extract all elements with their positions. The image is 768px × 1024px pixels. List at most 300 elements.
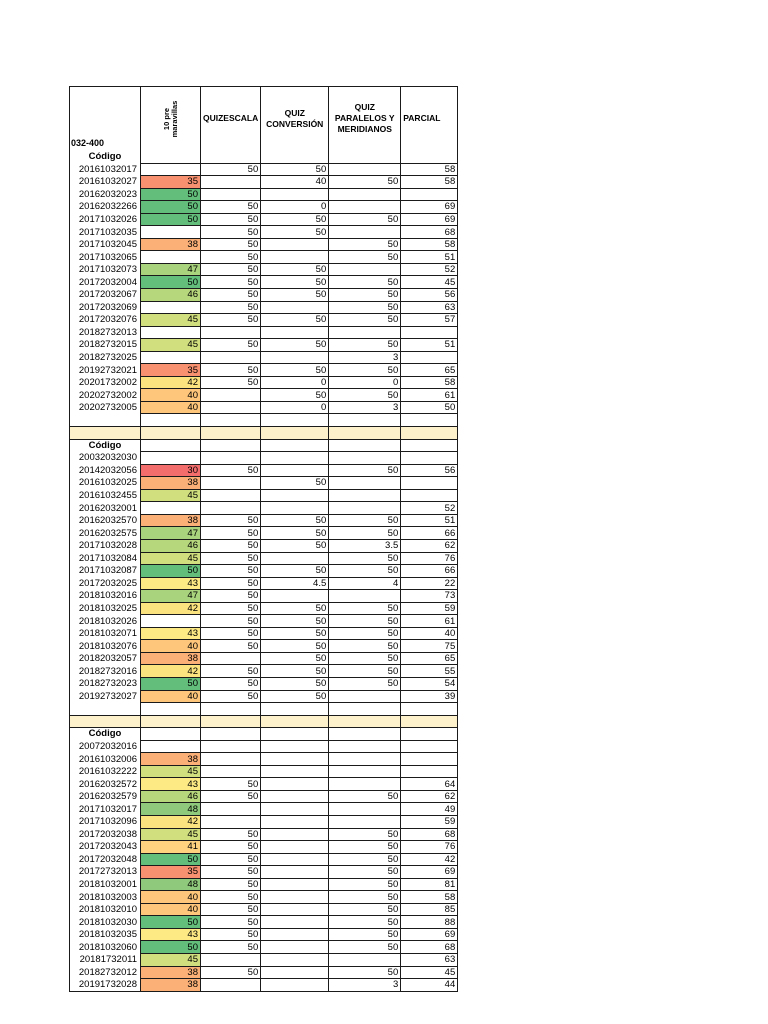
pre-maravillas-score[interactable]: 48 xyxy=(141,803,201,816)
pre-maravillas-score[interactable]: 40 xyxy=(141,640,201,653)
quiz-paralelos-score[interactable] xyxy=(329,502,401,515)
quiz-paralelos-score[interactable]: 50 xyxy=(329,301,401,314)
quizescala-score[interactable]: 50 xyxy=(201,615,261,628)
parcial-score[interactable]: 73 xyxy=(401,590,458,603)
student-code[interactable]: 20142032056 xyxy=(70,464,141,477)
student-code[interactable]: 20172732013 xyxy=(70,866,141,879)
pre-maravillas-score[interactable]: 40 xyxy=(141,389,201,402)
quiz-paralelos-score[interactable]: 50 xyxy=(329,891,401,904)
parcial-score[interactable]: 69 xyxy=(401,866,458,879)
quiz-paralelos-score[interactable] xyxy=(329,477,401,490)
parcial-score[interactable]: 55 xyxy=(401,665,458,678)
quizescala-score[interactable]: 50 xyxy=(201,464,261,477)
quizescala-score[interactable]: 50 xyxy=(201,640,261,653)
quiz-conversion-score[interactable]: 50 xyxy=(261,527,329,540)
quizescala-score[interactable]: 50 xyxy=(201,778,261,791)
student-code[interactable]: 20172032043 xyxy=(70,841,141,854)
quiz-conversion-score[interactable] xyxy=(261,891,329,904)
empty-cell[interactable] xyxy=(329,728,401,741)
quizescala-score[interactable]: 50 xyxy=(201,376,261,389)
pre-maravillas-score[interactable] xyxy=(141,326,201,339)
pre-maravillas-score[interactable] xyxy=(141,163,201,176)
pre-maravillas-score[interactable]: 50 xyxy=(141,213,201,226)
student-code[interactable]: 20172032076 xyxy=(70,314,141,327)
empty-cell[interactable] xyxy=(329,427,401,440)
parcial-score[interactable]: 58 xyxy=(401,176,458,189)
quiz-conversion-score[interactable]: 50 xyxy=(261,364,329,377)
quizescala-score[interactable] xyxy=(201,351,261,364)
parcial-score[interactable]: 22 xyxy=(401,577,458,590)
empty-cell[interactable] xyxy=(201,728,261,741)
quiz-conversion-score[interactable] xyxy=(261,238,329,251)
pre-maravillas-score[interactable]: 42 xyxy=(141,602,201,615)
quiz-conversion-score[interactable]: 50 xyxy=(261,389,329,402)
quiz-conversion-score[interactable] xyxy=(261,954,329,967)
student-code[interactable]: 20181032003 xyxy=(70,891,141,904)
quiz-paralelos-score[interactable] xyxy=(329,778,401,791)
quiz-conversion-score[interactable] xyxy=(261,301,329,314)
quiz-paralelos-score[interactable]: 50 xyxy=(329,238,401,251)
quizescala-score[interactable]: 50 xyxy=(201,289,261,302)
pre-maravillas-score[interactable]: 43 xyxy=(141,577,201,590)
quiz-paralelos-score[interactable] xyxy=(329,765,401,778)
pre-maravillas-score[interactable]: 45 xyxy=(141,828,201,841)
student-code[interactable]: 20182732015 xyxy=(70,339,141,352)
quizescala-score[interactable]: 50 xyxy=(201,841,261,854)
pre-maravillas-score[interactable]: 46 xyxy=(141,539,201,552)
pre-maravillas-score[interactable] xyxy=(141,740,201,753)
parcial-score[interactable]: 76 xyxy=(401,841,458,854)
quizescala-score[interactable]: 50 xyxy=(201,627,261,640)
quiz-paralelos-score[interactable] xyxy=(329,803,401,816)
quiz-paralelos-score[interactable]: 50 xyxy=(329,916,401,929)
empty-cell[interactable] xyxy=(401,715,458,728)
quizescala-score[interactable]: 50 xyxy=(201,665,261,678)
pre-maravillas-score[interactable]: 50 xyxy=(141,276,201,289)
pre-maravillas-score[interactable]: 45 xyxy=(141,489,201,502)
quiz-conversion-score[interactable] xyxy=(261,815,329,828)
parcial-score[interactable]: 62 xyxy=(401,790,458,803)
empty-cell[interactable] xyxy=(329,715,401,728)
quiz-conversion-score[interactable] xyxy=(261,188,329,201)
student-code[interactable]: 20161032027 xyxy=(70,176,141,189)
quiz-paralelos-score[interactable]: 3 xyxy=(329,401,401,414)
quizescala-score[interactable]: 50 xyxy=(201,928,261,941)
quiz-conversion-score[interactable] xyxy=(261,878,329,891)
quiz-paralelos-score[interactable]: 50 xyxy=(329,665,401,678)
quiz-conversion-score[interactable]: 40 xyxy=(261,176,329,189)
quiz-paralelos-score[interactable]: 50 xyxy=(329,866,401,879)
quiz-paralelos-score[interactable]: 50 xyxy=(329,339,401,352)
quiz-paralelos-score[interactable]: 3.5 xyxy=(329,539,401,552)
student-code[interactable]: 20181032010 xyxy=(70,903,141,916)
header-quizescala[interactable]: QUIZESCALA xyxy=(201,87,261,151)
empty-cell[interactable] xyxy=(141,703,201,716)
parcial-score[interactable]: 81 xyxy=(401,878,458,891)
empty-cell[interactable] xyxy=(261,414,329,427)
empty-cell[interactable] xyxy=(141,728,201,741)
empty-cell[interactable] xyxy=(401,414,458,427)
pre-maravillas-score[interactable]: 38 xyxy=(141,514,201,527)
empty-cell[interactable] xyxy=(329,703,401,716)
quiz-conversion-score[interactable]: 50 xyxy=(261,565,329,578)
code-label[interactable]: Código xyxy=(70,151,141,164)
quizescala-score[interactable]: 50 xyxy=(201,552,261,565)
quiz-conversion-score[interactable] xyxy=(261,828,329,841)
parcial-score[interactable]: 58 xyxy=(401,891,458,904)
empty-cell[interactable] xyxy=(261,151,329,164)
quiz-paralelos-score[interactable]: 50 xyxy=(329,276,401,289)
parcial-score[interactable] xyxy=(401,477,458,490)
parcial-score[interactable]: 45 xyxy=(401,966,458,979)
quiz-conversion-score[interactable]: 50 xyxy=(261,539,329,552)
quizescala-score[interactable]: 50 xyxy=(201,602,261,615)
parcial-score[interactable] xyxy=(401,740,458,753)
empty-cell[interactable] xyxy=(201,151,261,164)
quizescala-score[interactable]: 50 xyxy=(201,903,261,916)
parcial-score[interactable]: 51 xyxy=(401,251,458,264)
parcial-score[interactable] xyxy=(401,753,458,766)
student-code[interactable]: 20182732023 xyxy=(70,677,141,690)
parcial-score[interactable]: 63 xyxy=(401,301,458,314)
quiz-paralelos-score[interactable] xyxy=(329,753,401,766)
pre-maravillas-score[interactable]: 38 xyxy=(141,966,201,979)
pre-maravillas-score[interactable]: 47 xyxy=(141,527,201,540)
student-code[interactable]: 20191732028 xyxy=(70,979,141,992)
quizescala-score[interactable] xyxy=(201,652,261,665)
quiz-paralelos-score[interactable]: 3 xyxy=(329,979,401,992)
empty-cell[interactable] xyxy=(141,715,201,728)
quiz-conversion-score[interactable]: 50 xyxy=(261,226,329,239)
student-code[interactable]: 20172032038 xyxy=(70,828,141,841)
quiz-conversion-score[interactable] xyxy=(261,753,329,766)
pre-maravillas-score[interactable] xyxy=(141,502,201,515)
quiz-paralelos-score[interactable]: 50 xyxy=(329,251,401,264)
student-code[interactable]: 20171032096 xyxy=(70,815,141,828)
student-code[interactable]: 20182732012 xyxy=(70,966,141,979)
pre-maravillas-score[interactable] xyxy=(141,251,201,264)
parcial-score[interactable]: 85 xyxy=(401,903,458,916)
quizescala-score[interactable]: 50 xyxy=(201,226,261,239)
quizescala-score[interactable]: 50 xyxy=(201,339,261,352)
parcial-score[interactable]: 45 xyxy=(401,276,458,289)
pre-maravillas-score[interactable]: 42 xyxy=(141,815,201,828)
quiz-paralelos-score[interactable] xyxy=(329,590,401,603)
empty-cell[interactable] xyxy=(261,703,329,716)
pre-maravillas-score[interactable]: 48 xyxy=(141,878,201,891)
quiz-paralelos-score[interactable]: 50 xyxy=(329,677,401,690)
quizescala-score[interactable] xyxy=(201,954,261,967)
header-quiz-conversion[interactable]: QUIZ CONVERSIÓN xyxy=(261,87,329,151)
quiz-paralelos-score[interactable]: 50 xyxy=(329,790,401,803)
quizescala-score[interactable]: 50 xyxy=(201,891,261,904)
student-code[interactable]: 20171032026 xyxy=(70,213,141,226)
student-code[interactable]: 20162032001 xyxy=(70,502,141,515)
pre-maravillas-score[interactable]: 38 xyxy=(141,652,201,665)
pre-maravillas-score[interactable] xyxy=(141,226,201,239)
quizescala-score[interactable]: 50 xyxy=(201,201,261,214)
quiz-conversion-score[interactable] xyxy=(261,916,329,929)
quiz-conversion-score[interactable] xyxy=(261,979,329,992)
quiz-conversion-score[interactable]: 50 xyxy=(261,276,329,289)
quizescala-score[interactable] xyxy=(201,502,261,515)
empty-cell[interactable] xyxy=(201,703,261,716)
parcial-score[interactable] xyxy=(401,452,458,465)
student-code[interactable]: 20171032035 xyxy=(70,226,141,239)
student-code[interactable]: 20171032065 xyxy=(70,251,141,264)
code-label[interactable]: Código xyxy=(70,728,141,741)
pre-maravillas-score[interactable]: 40 xyxy=(141,401,201,414)
quiz-conversion-score[interactable] xyxy=(261,803,329,816)
quizescala-score[interactable] xyxy=(201,389,261,402)
student-code[interactable]: 20162032570 xyxy=(70,514,141,527)
quiz-paralelos-score[interactable]: 50 xyxy=(329,640,401,653)
quizescala-score[interactable]: 50 xyxy=(201,527,261,540)
pre-maravillas-score[interactable]: 50 xyxy=(141,188,201,201)
empty-cell[interactable] xyxy=(201,439,261,452)
quiz-conversion-score[interactable]: 50 xyxy=(261,314,329,327)
quizescala-score[interactable] xyxy=(201,188,261,201)
quiz-paralelos-score[interactable] xyxy=(329,201,401,214)
quiz-conversion-score[interactable] xyxy=(261,251,329,264)
quizescala-score[interactable]: 50 xyxy=(201,314,261,327)
parcial-score[interactable]: 64 xyxy=(401,778,458,791)
pre-maravillas-score[interactable]: 45 xyxy=(141,765,201,778)
parcial-score[interactable]: 88 xyxy=(401,916,458,929)
quiz-conversion-score[interactable] xyxy=(261,790,329,803)
empty-cell[interactable] xyxy=(201,414,261,427)
quiz-conversion-score[interactable] xyxy=(261,489,329,502)
parcial-score[interactable]: 56 xyxy=(401,464,458,477)
parcial-score[interactable] xyxy=(401,765,458,778)
student-code[interactable]: 20172032067 xyxy=(70,289,141,302)
parcial-score[interactable]: 59 xyxy=(401,815,458,828)
student-code[interactable]: 20181032025 xyxy=(70,602,141,615)
parcial-score[interactable]: 42 xyxy=(401,853,458,866)
quizescala-score[interactable]: 50 xyxy=(201,213,261,226)
empty-cell[interactable] xyxy=(329,439,401,452)
parcial-score[interactable]: 69 xyxy=(401,213,458,226)
header-pre-maravillas[interactable] xyxy=(141,87,201,151)
parcial-score[interactable]: 68 xyxy=(401,941,458,954)
quizescala-score[interactable]: 50 xyxy=(201,677,261,690)
quiz-paralelos-score[interactable] xyxy=(329,452,401,465)
student-code[interactable]: 20182732025 xyxy=(70,351,141,364)
pre-maravillas-score[interactable]: 45 xyxy=(141,339,201,352)
quizescala-score[interactable] xyxy=(201,477,261,490)
quiz-paralelos-score[interactable] xyxy=(329,815,401,828)
quiz-conversion-score[interactable] xyxy=(261,778,329,791)
quiz-paralelos-score[interactable]: 0 xyxy=(329,376,401,389)
quiz-paralelos-score[interactable]: 50 xyxy=(329,389,401,402)
parcial-score[interactable]: 69 xyxy=(401,201,458,214)
quiz-conversion-score[interactable]: 50 xyxy=(261,213,329,226)
pre-maravillas-score[interactable] xyxy=(141,351,201,364)
student-code[interactable]: 20171032087 xyxy=(70,565,141,578)
pre-maravillas-score[interactable]: 46 xyxy=(141,790,201,803)
quizescala-score[interactable]: 50 xyxy=(201,539,261,552)
quiz-conversion-score[interactable] xyxy=(261,452,329,465)
parcial-score[interactable]: 58 xyxy=(401,376,458,389)
quiz-conversion-score[interactable]: 50 xyxy=(261,514,329,527)
quiz-paralelos-score[interactable]: 50 xyxy=(329,928,401,941)
parcial-score[interactable]: 51 xyxy=(401,339,458,352)
student-code[interactable]: 20161032025 xyxy=(70,477,141,490)
student-code[interactable]: 20161032222 xyxy=(70,765,141,778)
empty-cell[interactable] xyxy=(141,427,201,440)
parcial-score[interactable]: 57 xyxy=(401,314,458,327)
student-code[interactable]: 20171032028 xyxy=(70,539,141,552)
code-label[interactable]: Código xyxy=(70,439,141,452)
student-code[interactable]: 20181032001 xyxy=(70,878,141,891)
quiz-conversion-score[interactable]: 4.5 xyxy=(261,577,329,590)
parcial-score[interactable]: 63 xyxy=(401,954,458,967)
quiz-conversion-score[interactable] xyxy=(261,903,329,916)
quizescala-score[interactable]: 50 xyxy=(201,514,261,527)
pre-maravillas-score[interactable]: 35 xyxy=(141,866,201,879)
quiz-paralelos-score[interactable]: 3 xyxy=(329,351,401,364)
quiz-paralelos-score[interactable] xyxy=(329,954,401,967)
quiz-paralelos-score[interactable] xyxy=(329,690,401,703)
pre-maravillas-score[interactable]: 43 xyxy=(141,627,201,640)
quiz-paralelos-score[interactable]: 50 xyxy=(329,364,401,377)
quiz-conversion-score[interactable]: 50 xyxy=(261,640,329,653)
empty-cell[interactable] xyxy=(70,715,141,728)
parcial-score[interactable]: 58 xyxy=(401,163,458,176)
quiz-conversion-score[interactable] xyxy=(261,351,329,364)
student-code[interactable]: 20182732013 xyxy=(70,326,141,339)
parcial-score[interactable]: 66 xyxy=(401,527,458,540)
quiz-paralelos-score[interactable]: 50 xyxy=(329,828,401,841)
pre-maravillas-score[interactable]: 40 xyxy=(141,690,201,703)
parcial-score[interactable]: 52 xyxy=(401,502,458,515)
student-code[interactable]: 20181032076 xyxy=(70,640,141,653)
pre-maravillas-score[interactable]: 38 xyxy=(141,979,201,992)
quiz-conversion-score[interactable]: 50 xyxy=(261,652,329,665)
pre-maravillas-score[interactable]: 47 xyxy=(141,263,201,276)
quiz-paralelos-score[interactable]: 50 xyxy=(329,652,401,665)
student-code[interactable]: 20072032016 xyxy=(70,740,141,753)
parcial-score[interactable] xyxy=(401,489,458,502)
quiz-conversion-score[interactable]: 50 xyxy=(261,627,329,640)
quiz-conversion-score[interactable]: 50 xyxy=(261,289,329,302)
pre-maravillas-score[interactable] xyxy=(141,452,201,465)
empty-cell[interactable] xyxy=(261,715,329,728)
empty-cell[interactable] xyxy=(70,427,141,440)
parcial-score[interactable]: 69 xyxy=(401,928,458,941)
parcial-score[interactable]: 76 xyxy=(401,552,458,565)
student-code[interactable]: 20172032025 xyxy=(70,577,141,590)
parcial-score[interactable]: 61 xyxy=(401,389,458,402)
pre-maravillas-score[interactable]: 50 xyxy=(141,201,201,214)
empty-cell[interactable] xyxy=(401,439,458,452)
quiz-paralelos-score[interactable]: 50 xyxy=(329,966,401,979)
quiz-conversion-score[interactable]: 0 xyxy=(261,401,329,414)
quiz-conversion-score[interactable] xyxy=(261,765,329,778)
quiz-conversion-score[interactable]: 0 xyxy=(261,201,329,214)
parcial-score[interactable]: 61 xyxy=(401,615,458,628)
quiz-paralelos-score[interactable]: 50 xyxy=(329,853,401,866)
pre-maravillas-score[interactable]: 43 xyxy=(141,778,201,791)
quiz-conversion-score[interactable] xyxy=(261,866,329,879)
quiz-conversion-score[interactable]: 50 xyxy=(261,615,329,628)
quiz-conversion-score[interactable] xyxy=(261,841,329,854)
student-code[interactable]: 20171032017 xyxy=(70,803,141,816)
quiz-paralelos-score[interactable] xyxy=(329,740,401,753)
parcial-score[interactable]: 59 xyxy=(401,602,458,615)
pre-maravillas-score[interactable]: 35 xyxy=(141,176,201,189)
pre-maravillas-score[interactable]: 46 xyxy=(141,289,201,302)
quizescala-score[interactable]: 50 xyxy=(201,690,261,703)
quiz-conversion-score[interactable]: 50 xyxy=(261,163,329,176)
student-code[interactable]: 20162032266 xyxy=(70,201,141,214)
quiz-conversion-score[interactable]: 50 xyxy=(261,677,329,690)
student-code[interactable]: 20181032071 xyxy=(70,627,141,640)
quiz-paralelos-score[interactable]: 50 xyxy=(329,552,401,565)
student-code[interactable]: 20162032579 xyxy=(70,790,141,803)
empty-cell[interactable] xyxy=(201,427,261,440)
empty-cell[interactable] xyxy=(70,703,141,716)
quizescala-score[interactable]: 50 xyxy=(201,853,261,866)
quizescala-score[interactable]: 50 xyxy=(201,916,261,929)
student-code[interactable]: 20171032084 xyxy=(70,552,141,565)
parcial-score[interactable]: 66 xyxy=(401,565,458,578)
quiz-paralelos-score[interactable]: 50 xyxy=(329,903,401,916)
quiz-paralelos-score[interactable] xyxy=(329,263,401,276)
student-code[interactable]: 20181732011 xyxy=(70,954,141,967)
quiz-conversion-score[interactable] xyxy=(261,941,329,954)
parcial-score[interactable]: 62 xyxy=(401,539,458,552)
quiz-paralelos-score[interactable]: 50 xyxy=(329,841,401,854)
quizescala-score[interactable]: 50 xyxy=(201,251,261,264)
pre-maravillas-score[interactable]: 40 xyxy=(141,891,201,904)
quiz-paralelos-score[interactable]: 50 xyxy=(329,176,401,189)
parcial-score[interactable]: 50 xyxy=(401,401,458,414)
quizescala-score[interactable] xyxy=(201,979,261,992)
student-code[interactable]: 20182732016 xyxy=(70,665,141,678)
pre-maravillas-score[interactable]: 50 xyxy=(141,565,201,578)
empty-cell[interactable] xyxy=(401,427,458,440)
pre-maravillas-score[interactable]: 50 xyxy=(141,916,201,929)
student-code[interactable]: 20202732002 xyxy=(70,389,141,402)
quizescala-score[interactable]: 50 xyxy=(201,866,261,879)
empty-cell[interactable] xyxy=(261,427,329,440)
empty-cell[interactable] xyxy=(401,728,458,741)
quizescala-score[interactable]: 50 xyxy=(201,238,261,251)
pre-maravillas-score[interactable]: 30 xyxy=(141,464,201,477)
pre-maravillas-score[interactable]: 40 xyxy=(141,903,201,916)
student-code[interactable]: 20182032057 xyxy=(70,652,141,665)
pre-maravillas-score[interactable]: 35 xyxy=(141,364,201,377)
quiz-conversion-score[interactable] xyxy=(261,853,329,866)
quiz-conversion-score[interactable] xyxy=(261,928,329,941)
pre-maravillas-score[interactable]: 50 xyxy=(141,853,201,866)
quizescala-score[interactable] xyxy=(201,452,261,465)
student-code[interactable]: 20181032026 xyxy=(70,615,141,628)
empty-cell[interactable] xyxy=(261,728,329,741)
quizescala-score[interactable] xyxy=(201,815,261,828)
pre-maravillas-score[interactable]: 38 xyxy=(141,477,201,490)
quizescala-score[interactable]: 50 xyxy=(201,941,261,954)
pre-maravillas-score[interactable]: 42 xyxy=(141,376,201,389)
quiz-conversion-score[interactable] xyxy=(261,966,329,979)
quizescala-score[interactable]: 50 xyxy=(201,790,261,803)
student-code[interactable]: 20181032035 xyxy=(70,928,141,941)
quizescala-score[interactable] xyxy=(201,803,261,816)
quiz-paralelos-score[interactable]: 50 xyxy=(329,565,401,578)
quizescala-score[interactable] xyxy=(201,401,261,414)
pre-maravillas-score[interactable]: 38 xyxy=(141,753,201,766)
